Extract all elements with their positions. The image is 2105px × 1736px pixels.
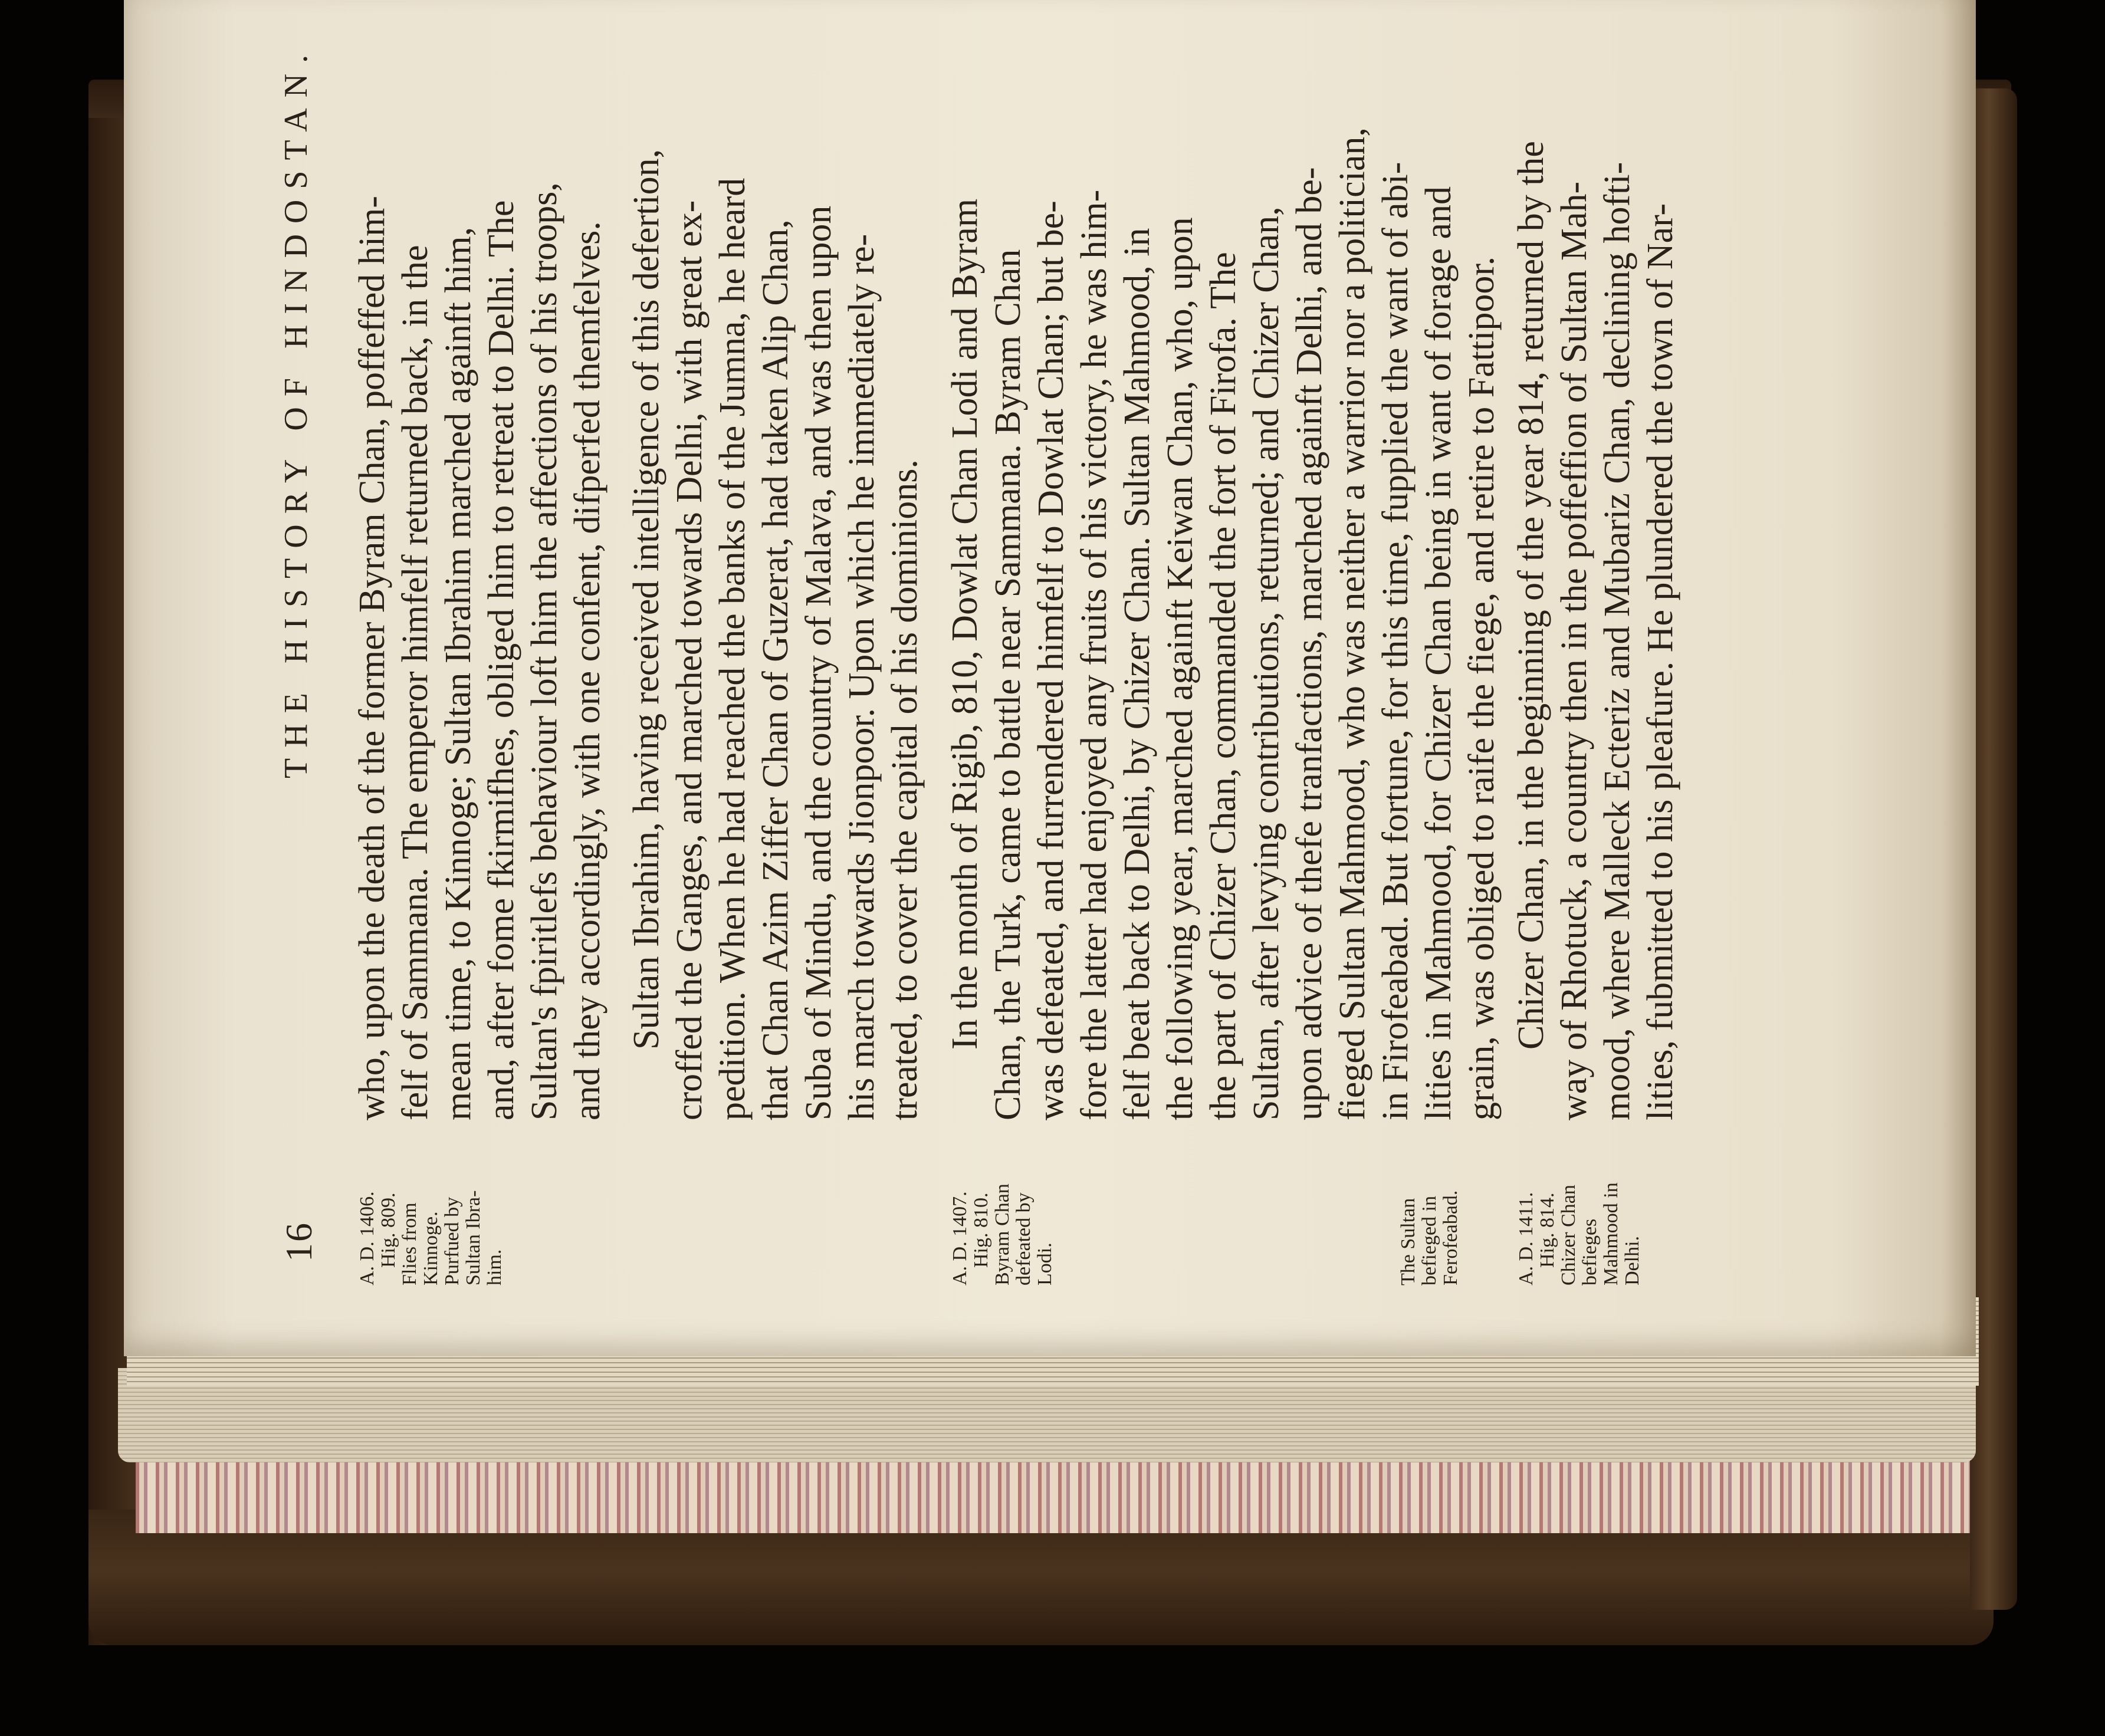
paragraph-1 — [351, 0, 609, 1120]
margin-note-1406 — [357, 1132, 505, 1285]
margin-line: Hig. 810. — [970, 1192, 992, 1268]
text-line: In the month of Rigib, 810, Dowlat Chan Lodi and Byram — [945, 198, 985, 1050]
margin-line: befieges — [1579, 1218, 1601, 1285]
text-line: fore the latter had enjoyed any fruits of his victory, he was him- — [1074, 189, 1114, 1120]
margin-line: Hig. 809. — [377, 1192, 399, 1268]
paragraph-2 — [625, 0, 927, 1120]
margin-line: Ferofeabad. — [1440, 1190, 1462, 1285]
text-line: felf beat back to Delhi, by Chizer Chan. Sultan Mahmood, in — [1117, 228, 1157, 1120]
text-line: felf of Sammana. The emperor himfelf returned back, in the — [395, 245, 435, 1120]
margin-note-1407 — [950, 1132, 1056, 1285]
text-line: and, after fome fkirmifhes, obliged him to retreat to Delhi. The — [481, 200, 521, 1120]
margin-line: Sultan Ibra- — [462, 1190, 484, 1285]
text-line: the following year, marched againft Keiwan Chan, who, upon — [1160, 217, 1200, 1120]
margin-line: Delhi. — [1621, 1235, 1643, 1285]
text-line: the part of Chizer Chan, commanded the fort of Firofa. The — [1203, 252, 1243, 1120]
text-line: Chizer Chan, in the beginning of the year 814, returned by the — [1511, 141, 1551, 1050]
margin-line: Byram Chan — [991, 1183, 1013, 1285]
margin-line: him. — [484, 1249, 505, 1285]
text-line: Sultan Ibrahim, having received intelligence of this defertion, — [626, 149, 666, 1050]
text-line: lities, fubmitted to his pleafure. He plundered the town of Nar- — [1640, 203, 1680, 1120]
text-line: Suba of Mindu, and the country of Malava, and was then upon — [799, 205, 839, 1120]
margin-line: Purfued by — [441, 1196, 463, 1285]
text-line: way of Rhotuck, a country then in the poffeffion of Sultan Mah- — [1554, 181, 1594, 1120]
text-line: that Chan Azim Ziffer Chan of Guzerat, had taken Alip Chan, — [756, 219, 796, 1120]
marbled-page-edge — [136, 1456, 1970, 1533]
text-line: and they accordingly, with one confent, difperfed themfelves. — [567, 221, 607, 1120]
text-line: who, upon the death of the former Byram Chan, poffeffed him- — [352, 196, 392, 1120]
paragraph-3 — [944, 0, 1503, 1120]
margin-note-siege — [1398, 1132, 1462, 1285]
margin-line: Hig. 814. — [1536, 1192, 1558, 1268]
running-head — [277, 0, 318, 1285]
text-line: mood, where Malleck Ecteriz and Mubariz Chan, declining hofti- — [1597, 162, 1637, 1120]
text-line: fieged Sultan Mahmood, who was neither a warrior nor a politician, — [1332, 127, 1372, 1120]
text-line: grain, was obliged to raife the fiege, and retire to Fattipoor. — [1462, 256, 1502, 1120]
margin-line: befieged in — [1418, 1196, 1440, 1285]
text-line: was defeated, and furrendered himfelf to Dowlat Chan; but be- — [1031, 200, 1071, 1120]
text-line: treated, to cover the capital of his dominions. — [885, 459, 925, 1120]
margin-line: Mahmood in — [1600, 1182, 1622, 1285]
margin-line: Chizer Chan — [1558, 1185, 1579, 1285]
text-line: lities in Mahmood, for Chizer Chan being in want of forage and — [1418, 186, 1459, 1120]
text-line: mean time, to Kinnoge; Sultan Ibrahim marched againft him, — [438, 226, 478, 1120]
text-line: upon advice of thefe tranfactions, marched againft Delhi, and be- — [1289, 167, 1329, 1120]
running-title: THE HISTORY OF HINDOSTAN. — [278, 44, 314, 778]
page-number: 16 — [278, 1222, 320, 1262]
text-line: croffed the Ganges, and marched towards Delhi, with great ex- — [669, 200, 710, 1120]
margin-note-1411 — [1516, 1132, 1643, 1285]
text-line: in Firofeabad. But fortune, for this time, fupplied the want of abi- — [1375, 162, 1416, 1120]
text-line: Sultan, after levying contributions, returned; and Chizer Chan, — [1246, 206, 1286, 1120]
text-line: his march towards Jionpoor. Upon which he immediately re- — [842, 234, 882, 1120]
margin-line: Kinnoge. — [420, 1211, 442, 1285]
page-curl — [1940, 0, 1976, 1356]
margin-line: defeated by — [1013, 1192, 1035, 1285]
margin-line: A. D. 1407. — [949, 1191, 971, 1285]
margin-line: Lodi. — [1034, 1242, 1056, 1285]
margin-line: Flies from — [399, 1202, 421, 1285]
text-line: Sultan's fpiritlefs behaviour loft him the affections of his troops, — [524, 182, 564, 1120]
paragraph-4 — [1510, 0, 1682, 1120]
printed-text-area — [277, 0, 1693, 1285]
margin-line: The Sultan — [1397, 1198, 1419, 1285]
margin-line: A. D. 1406. — [356, 1191, 378, 1285]
text-line: pedition. When he had reached the banks of the Jumna, he heard — [712, 177, 753, 1120]
text-line: Chan, the Turk, came to battle near Sammana. Byram Chan — [988, 249, 1028, 1120]
margin-line: A. D. 1411. — [1515, 1192, 1537, 1285]
